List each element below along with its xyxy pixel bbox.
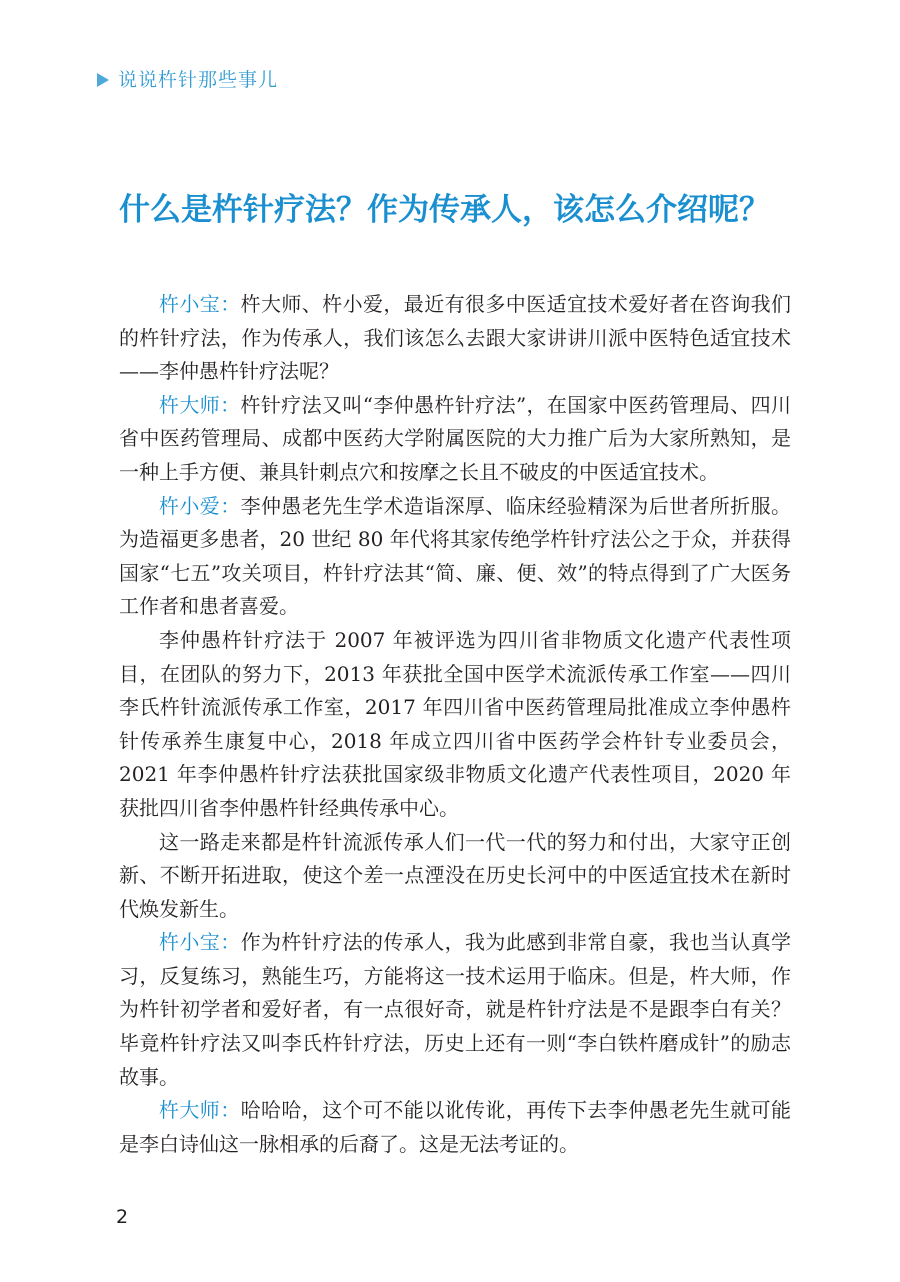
running-title: 说说杵针那些事儿	[118, 69, 279, 91]
paragraph-text: 李仲愚老先生学术造诣深厚、临床经验精深为后世者所折服。为造福更多患者，20 世纪 80 年代将其家传绝学杵针疗法公之于众，并获得国家“七五”攻关项目，杵针疗法其“简、廉、便、效”的特点得到了广大医务工作者和患者喜爱。	[119, 493, 792, 619]
paragraph	[119, 624, 791, 826]
paragraph	[119, 926, 791, 1094]
speaker-label: 杵小宝：	[159, 930, 241, 955]
speaker-label: 杵大师：	[159, 392, 241, 417]
paragraph	[119, 288, 791, 389]
body-text	[119, 288, 791, 1161]
paragraph	[119, 389, 791, 490]
paragraph	[119, 490, 791, 624]
paragraph-text: 李仲愚杵针疗法于 2007 年被评选为四川省非物质文化遗产代表性项目，在团队的努力下，2013 年获批全国中医学术流派传承工作室——四川李氏杵针流派传承工作室，2017 年四川省中医药管理局批准成立李仲愚杵针传承养生康复中心，2018 年成立四川省中医药学会杵针专业委员会，2021 年李仲愚杵针疗法获批国家级非物质文化遗产代表性项目，2020 年获批四川省李仲愚杵针经典传承中心。	[119, 627, 791, 820]
page-number: 2	[116, 1206, 129, 1228]
paragraph-text: 杵大师、杵小爱，最近有很多中医适宜技术爱好者在咨询我们的杵针疗法，作为传承人，我们该怎么去跟大家讲讲川派中医特色适宜技术——李仲愚杵针疗法呢？	[119, 292, 792, 384]
paragraph-text: 哈哈哈，这个可不能以讹传讹，再传下去李仲愚老先生就可能是李白诗仙这一脉相承的后裔了。这是无法考证的。	[119, 1098, 792, 1156]
speaker-label: 杵小爱：	[159, 493, 241, 518]
running-header	[97, 66, 278, 94]
speaker-label: 杵小宝：	[159, 292, 241, 316]
paragraph	[119, 826, 791, 927]
paragraph	[119, 1094, 791, 1161]
paragraph-text: 杵针疗法又叫“李仲愚杵针疗法”，在国家中医药管理局、四川省中医药管理局、成都中医药大学附属医院的大力推广后为大家所熟知，是一种上手方便、兼具针刺点穴和按摩之长且不破皮的中医适宜技术。	[119, 392, 792, 484]
speaker-label: 杵大师：	[159, 1098, 241, 1123]
triangle-marker-icon	[97, 73, 109, 87]
paragraph-text: 这一路走来都是杵针流派传承人们一代一代的努力和付出，大家守正创新、不断开拓进取，使这个差一点湮没在历史长河中的中医适宜技术在新时代焕发新生。	[119, 829, 791, 921]
section-title: 什么是杵针疗法？作为传承人，该怎么介绍呢？	[119, 192, 770, 228]
paragraph-text: 作为杵针疗法的传承人，我为此感到非常自豪，我也当认真学习，反复练习，熟能生巧，方能将这一技术运用于临床。但是，杵大师，作为杵针初学者和爱好者，有一点很好奇，就是杵针疗法是不是跟李白有关？毕竟杵针疗法又叫李氏杵针疗法，历史上还有一则“李白铁杵磨成针”的励志故事。	[119, 930, 792, 1089]
